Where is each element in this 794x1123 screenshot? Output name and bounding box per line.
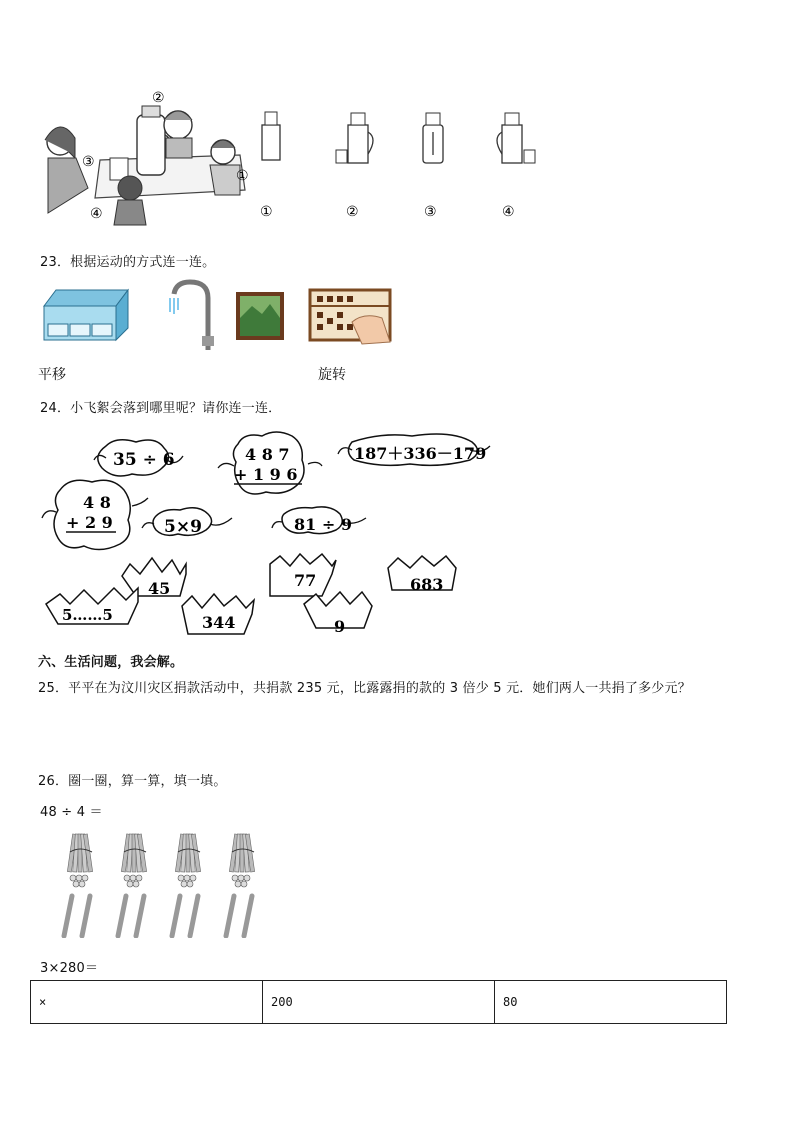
option-label-1: ① xyxy=(260,204,273,220)
option-label-4: ④ xyxy=(502,204,515,220)
grass-77 xyxy=(270,554,336,596)
sticks-bundles-figure xyxy=(40,828,280,938)
bubble-487-top: 4 8 7 xyxy=(245,445,290,464)
abacus-icon xyxy=(310,290,390,344)
q23-pictures xyxy=(40,278,400,358)
fluff-bubble-4 xyxy=(42,480,148,549)
grass-45-label: 45 xyxy=(148,579,171,598)
grass-77-label: 77 xyxy=(294,571,317,590)
q25-text: 25．平平在为汶川灾区捐款活动中，共捐款 235 元，比露露捐的款的 3 倍少 5 元．她们两人一共捐了多少元？ xyxy=(38,681,691,696)
bubble-5-times-9: 5×9 xyxy=(164,517,202,537)
grass-683-label: 683 xyxy=(410,575,444,594)
label-rotation: 旋转 xyxy=(318,367,346,383)
scene-label-4: ④ xyxy=(90,206,103,222)
bubble-29-bottom: + 2 9 xyxy=(66,513,113,532)
q26-title: 26．圈一圈，算一算，填一填。 xyxy=(38,774,227,789)
q24-figure xyxy=(38,428,508,643)
grass-45 xyxy=(122,558,186,598)
q24-title: 24．小飞絮会落到哪里呢？请你连一连． xyxy=(40,401,282,416)
window-picture-icon xyxy=(236,292,284,340)
grass-344 xyxy=(182,594,254,634)
scene-label-3: ③ xyxy=(82,154,95,170)
grid-cell-80: 80 xyxy=(495,981,727,1024)
drawer-cabinet-icon xyxy=(44,290,128,340)
stick-bundle-2 xyxy=(118,834,147,936)
grass-344-label: 344 xyxy=(202,613,236,632)
fluff-bubble-6 xyxy=(272,507,366,534)
label-translation: 平移 xyxy=(38,367,66,383)
stick-bundle-1 xyxy=(64,834,93,936)
fluff-bubble-2 xyxy=(218,432,322,494)
q23-title: 23．根据运动的方式连一连。 xyxy=(40,255,216,270)
expr-48-div-4: 48 ÷ 4 ＝ xyxy=(40,805,103,820)
scene-label-2: ② xyxy=(152,90,165,106)
grass-5-rem-5-label: 5……5 xyxy=(62,606,113,624)
fluff-bubble-1 xyxy=(94,440,183,476)
bubble-196-bottom: + 1 9 6 xyxy=(234,465,298,484)
bubble-187-336-179: 187＋336－179 xyxy=(354,444,487,463)
stick-bundle-4 xyxy=(226,834,255,936)
bubble-48-top: 4 8 xyxy=(83,493,111,512)
fluff-bubble-5 xyxy=(142,508,232,537)
grass-9-label: 9 xyxy=(334,617,346,636)
bubble-35-div-6: 35 ÷ 6 xyxy=(113,450,175,470)
grass-5-rem-5 xyxy=(46,588,138,624)
bubble-81-div-9: 81 ÷ 9 xyxy=(294,515,352,534)
scene-label-1: ① xyxy=(236,168,249,184)
expr-3-times-280: 3×280＝ xyxy=(40,961,99,976)
multiplication-grid xyxy=(30,980,727,1024)
section-6-title: 六、生活问题，我会解。 xyxy=(38,655,184,670)
faucet-icon xyxy=(170,282,214,350)
grid-cell-200: 200 xyxy=(263,981,495,1024)
thermos-observation-figure xyxy=(40,80,550,230)
fluff-bubble-3 xyxy=(338,434,490,465)
grid-cell-operator: × xyxy=(31,981,263,1024)
stick-bundle-3 xyxy=(172,834,201,936)
grass-683 xyxy=(388,556,456,594)
option-label-3: ③ xyxy=(424,204,437,220)
option-label-2: ② xyxy=(346,204,359,220)
grass-9 xyxy=(304,592,372,636)
